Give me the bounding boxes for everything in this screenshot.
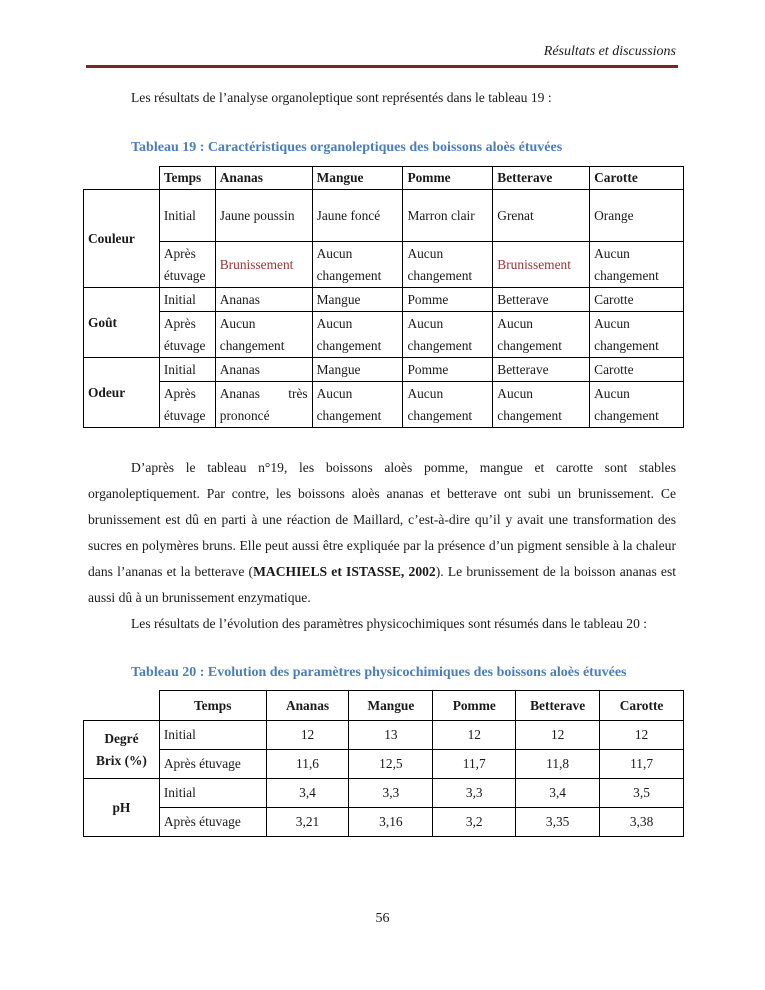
table20-value: 3,21 (266, 808, 349, 837)
table20-corner (84, 691, 160, 721)
table19-cell: Carotte (590, 288, 684, 312)
table20-value: 3,4 (516, 779, 600, 808)
table19-caption: Tableau 19 : Caractéristiques organoleptiques des boissons aloès étuvées (131, 140, 563, 155)
table19-cell: Pomme (403, 358, 493, 382)
table20-value: 3,38 (600, 808, 684, 837)
table20-time: Après étuvage (159, 750, 266, 779)
table20-value: 3,35 (516, 808, 600, 837)
table-row (84, 721, 684, 750)
table20-value: 3,3 (433, 779, 516, 808)
table19-header-row (84, 167, 684, 190)
table19-cell: Aucun changement (403, 382, 493, 428)
table19-cell: Brunissement (493, 242, 590, 288)
table19-row-label: Couleur (84, 190, 160, 288)
table20-col-header: Temps (159, 691, 266, 721)
table-row (84, 358, 684, 382)
table19-time: Après étuvage (159, 382, 215, 428)
table19-col-header: Temps (159, 167, 215, 190)
table19-cell: Aucun changement (590, 242, 684, 288)
table20-col-header: Carotte (600, 691, 684, 721)
table20-value: 11,6 (266, 750, 349, 779)
table19-cell: Mangue (312, 288, 403, 312)
table19-cell: Aucun changement (312, 312, 403, 358)
table19-col-header: Pomme (403, 167, 493, 190)
table20-row-label-line2: Brix (%) (95, 752, 147, 768)
table-row (84, 750, 684, 779)
table20-col-header: Betterave (516, 691, 600, 721)
table-row (84, 808, 684, 837)
citation: MACHIELS et ISTASSE, 2002 (253, 564, 436, 579)
table20-value: 13 (349, 721, 433, 750)
intro-table19: Les résultats de l’analyse organoleptique sont représentés dans le tableau 19 : (131, 90, 552, 105)
discussion-text: D’après le tableau n°19, les boissons aloès pomme, mangue et carotte sont stables organoleptiquement. Par contre, les boissons aloès ananas et betterave ont subi un brunissement. Ce brunissement est dû en parti à une réaction de Maillard, c’est-à-dire qu’il y avait une transformation des sucres en polymères bruns. Elle peut aussi être expliquée par la présence d’un pigment sensible à la chaleur dans l’ananas et la betterave ( (88, 460, 676, 579)
table-row (84, 190, 684, 242)
table19-time: Initial (159, 288, 215, 312)
table19-cell: Aucun changement (403, 242, 493, 288)
table19-time: Après étuvage (159, 242, 215, 288)
table19-cell: Ananas très prononcé (215, 382, 312, 428)
table19-time: Après étuvage (159, 312, 215, 358)
table20-value: 11,7 (600, 750, 684, 779)
table20-time: Après étuvage (159, 808, 266, 837)
table19-cell: Ananas (215, 288, 312, 312)
table20-value: 3,3 (349, 779, 433, 808)
table20-time: Initial (159, 721, 266, 750)
table19-corner (84, 167, 160, 190)
table20-value: 12,5 (349, 750, 433, 779)
table20-value: 3,4 (266, 779, 349, 808)
table20-value: 12 (266, 721, 349, 750)
running-header: Résultats et discussions (543, 44, 676, 59)
table19-cell: Ananas (215, 358, 312, 382)
table19-cell: Aucun changement (312, 382, 403, 428)
table20-header-row (84, 691, 684, 721)
table19-cell: Carotte (590, 358, 684, 382)
table-row (84, 288, 684, 312)
table20-value: 12 (516, 721, 600, 750)
table20-value: 11,7 (433, 750, 516, 779)
table20-value: 3,5 (600, 779, 684, 808)
table19-row-label: Goût (84, 288, 160, 358)
table19-cell: Grenat (493, 190, 590, 242)
table19-cell: Aucun changement (493, 382, 590, 428)
table19-cell: Jaune poussin (215, 190, 312, 242)
table19-cell: Aucun changement (312, 242, 403, 288)
table20-row-label (84, 721, 160, 779)
table19-time: Initial (159, 358, 215, 382)
table19-cell: Pomme (403, 288, 493, 312)
table19-cell: Aucun changement (590, 382, 684, 428)
table19-cell: Orange (590, 190, 684, 242)
table20-value: 3,16 (349, 808, 433, 837)
table-row (84, 312, 684, 358)
table19-cell: Aucun changement (590, 312, 684, 358)
table19-col-header: Carotte (590, 167, 684, 190)
page-number: 56 (375, 911, 390, 926)
table19-row-label: Odeur (84, 358, 160, 428)
header-rule (86, 65, 678, 68)
table20-col-header: Mangue (349, 691, 433, 721)
table20-caption: Tableau 20 : Evolution des paramètres physicochimiques des boissons aloès étuvées (131, 665, 627, 680)
table19-cell: Aucun changement (493, 312, 590, 358)
table20-row-label: pH (84, 779, 160, 837)
table20 (83, 690, 684, 837)
discussion-paragraph (88, 455, 676, 611)
table20-col-header: Ananas (266, 691, 349, 721)
table19-cell: Aucun changement (403, 312, 493, 358)
table19-col-header: Ananas (215, 167, 312, 190)
table19-cell: Jaune foncé (312, 190, 403, 242)
table20-row-label-line1: Degré (104, 730, 139, 746)
table20-value: 11,8 (516, 750, 600, 779)
table19-cell: Betterave (493, 358, 590, 382)
table19-cell: Mangue (312, 358, 403, 382)
table-row (84, 242, 684, 288)
table20-value: 12 (433, 721, 516, 750)
intro-table20: Les résultats de l’évolution des paramètres physicochimiques sont résumés dans le tableau 20 : (131, 616, 648, 631)
table20-time: Initial (159, 779, 266, 808)
table20-value: 12 (600, 721, 684, 750)
discussion-text-end: ). Le brunissement de la boisson ananas est aussi dû à un brunissement enzymatique. (88, 564, 677, 605)
table19-cell: Aucun changement (215, 312, 312, 358)
table-row (84, 382, 684, 428)
table19-col-header: Betterave (493, 167, 590, 190)
table19-cell: Marron clair (403, 190, 493, 242)
table19 (83, 166, 684, 428)
table19-col-header: Mangue (312, 167, 403, 190)
table19-time: Initial (159, 190, 215, 242)
table19-cell: Brunissement (215, 242, 312, 288)
table20-value: 3,2 (433, 808, 516, 837)
table-row (84, 779, 684, 808)
table20-col-header: Pomme (433, 691, 516, 721)
table19-cell: Betterave (493, 288, 590, 312)
